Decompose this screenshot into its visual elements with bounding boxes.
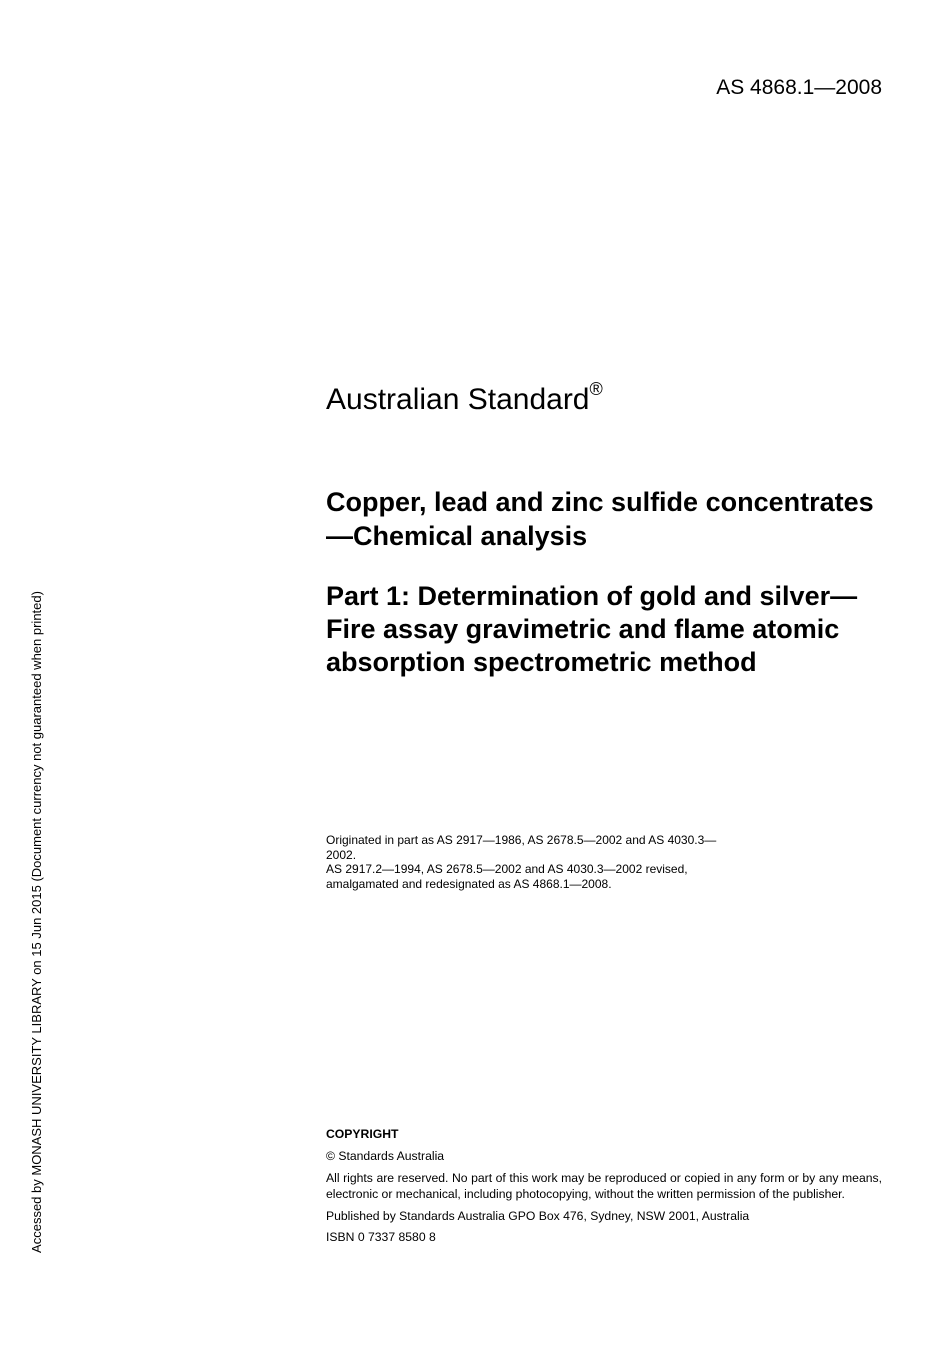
standard-brand (326, 380, 603, 420)
isbn: ISBN 0 7337 8580 8 (326, 1230, 436, 1244)
copyright-holder: © Standards Australia (326, 1149, 445, 1163)
document-title: Copper, lead and zinc sulfide concentrates—Chemical analysis (326, 487, 874, 551)
origin-line: Originated in part as AS 2917—1986, AS 2678.5—2002 and AS 4030.3—2002. (326, 833, 717, 862)
copyright-block (326, 1126, 882, 1245)
rights-statement: All rights are reserved. No part of this work may be reproduced or copied in any form or by any means, electronic or mechanical, including photocopying, without the written permission of the publisher. (326, 1171, 882, 1201)
document-number: AS 4868.1—2008 (716, 76, 882, 99)
registered-mark: ® (589, 379, 603, 399)
copyright-heading: COPYRIGHT (326, 1127, 399, 1141)
brand-name: Australian Standard (326, 383, 590, 416)
document-subtitle: Part 1: Determination of gold and silver—Fire assay gravimetric and flame atomic absorption spectrometric method (326, 581, 858, 677)
origin-note (326, 833, 721, 891)
revision-line: AS 2917.2—1994, AS 2678.5—2002 and AS 4030.3—2002 revised, amalgamated and redesignated as AS 4868.1—2008. (326, 862, 688, 891)
publisher-line: Published by Standards Australia GPO Box 476, Sydney, NSW 2001, Australia (326, 1209, 750, 1223)
access-watermark-note: Accessed by MONASH UNIVERSITY LIBRARY on 15 Jun 2015 (Document currency not guaranteed when printed) (29, 591, 44, 1253)
